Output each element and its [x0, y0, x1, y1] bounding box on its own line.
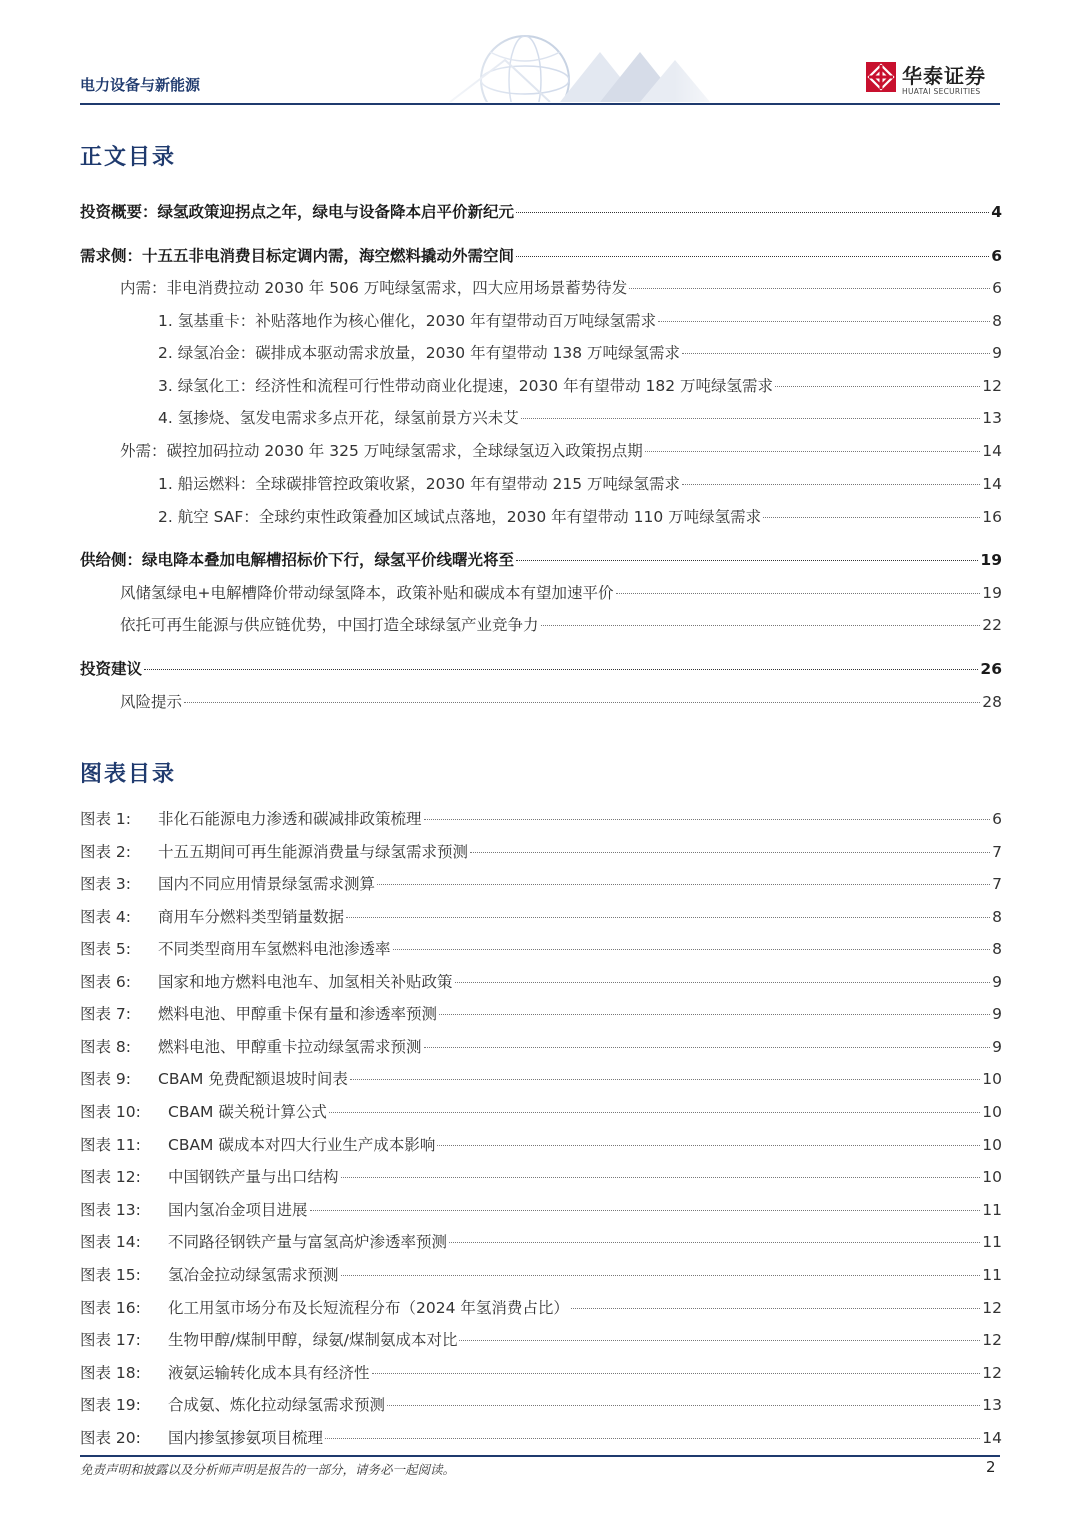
- page-number: 2: [986, 1458, 996, 1476]
- figure-label: 图表 1:: [80, 810, 132, 828]
- figure-label: 图表 12:: [80, 1168, 141, 1186]
- figure-page: 12: [982, 1299, 1002, 1317]
- figure-page: 11: [982, 1201, 1002, 1219]
- figure-label: 图表 13:: [80, 1201, 141, 1219]
- figure-entry[interactable]: [80, 1328, 1002, 1350]
- dot-leader: [616, 593, 981, 594]
- toc-entry[interactable]: [80, 200, 1002, 222]
- figure-page: 9: [992, 1038, 1002, 1056]
- dot-leader: [459, 1340, 980, 1341]
- toc-entry[interactable]: [158, 472, 1002, 494]
- toc-entry-text: 依托可再生能源与供应链优势，中国打造全球绿氢产业竞争力: [120, 616, 539, 634]
- toc-entry-page: 13: [982, 409, 1002, 427]
- dot-leader: [541, 625, 981, 626]
- figure-title: 燃料电池、甲醇重卡拉动绿氢需求预测: [158, 1038, 422, 1056]
- globe-banner-graphic: [410, 30, 740, 102]
- toc-entry-page: 12: [982, 377, 1002, 395]
- figure-label: 图表 15:: [80, 1266, 141, 1284]
- dot-leader: [658, 321, 990, 322]
- figure-label: 图表 3:: [80, 875, 132, 893]
- dot-leader: [144, 669, 978, 670]
- dot-leader: [387, 1405, 980, 1406]
- dot-leader: [775, 386, 980, 387]
- dot-leader: [516, 212, 989, 213]
- figure-title: 十五五期间可再生能源消费量与绿氢需求预测: [158, 843, 469, 861]
- figure-page: 11: [982, 1266, 1002, 1284]
- huatai-logo: [866, 60, 1006, 100]
- toc-entry-page: 28: [982, 693, 1002, 711]
- toc-entry[interactable]: [80, 244, 1002, 266]
- figure-label: 图表 8:: [80, 1038, 132, 1056]
- figure-title: 国内氢冶金项目进展: [168, 1201, 308, 1219]
- toc-entry-page: 19: [982, 584, 1002, 602]
- toc-entry-text: 2. 航空 SAF：全球约束性政策叠加区域试点落地，2030 年有望带动 110 万吨绿氢需求: [158, 508, 762, 526]
- toc-entry-text: 需求侧：十五五非电消费目标定调内需，海空燃料撬动外需空间: [80, 247, 515, 265]
- toc-entry-page: 14: [982, 442, 1002, 460]
- header-divider: [80, 103, 1000, 105]
- figure-page: 10: [982, 1070, 1002, 1088]
- figure-page: 8: [992, 940, 1002, 958]
- dot-leader: [763, 517, 980, 518]
- toc-entry-page: 16: [982, 508, 1002, 526]
- figure-entry[interactable]: [80, 1361, 1002, 1383]
- toc-entry[interactable]: [120, 439, 1002, 461]
- dot-leader: [329, 1112, 980, 1113]
- figures-title: 图表目录: [80, 762, 177, 787]
- figure-entry[interactable]: [80, 807, 1002, 829]
- dot-leader: [455, 982, 991, 983]
- dot-leader: [377, 884, 990, 885]
- figure-page: 9: [992, 973, 1002, 991]
- figure-entry[interactable]: [80, 1296, 1002, 1318]
- figure-entry[interactable]: [80, 1165, 1002, 1187]
- figure-entry[interactable]: [80, 1035, 1002, 1057]
- dot-leader: [424, 819, 991, 820]
- toc-entry-text: 供给侧：绿电降本叠加电解槽招标价下行，绿氢平价线曙光将至: [80, 551, 515, 569]
- dot-leader: [310, 1210, 981, 1211]
- toc-entry[interactable]: [158, 341, 1002, 363]
- huatai-logo-icon: [866, 62, 896, 92]
- figure-label: 图表 16:: [80, 1299, 141, 1317]
- dot-leader: [341, 1275, 981, 1276]
- dot-leader: [682, 353, 990, 354]
- dot-leader: [372, 1373, 981, 1374]
- dot-leader: [449, 1242, 980, 1243]
- toc-entry-text: 外需：碳控加码拉动 2030 年 325 万吨绿氢需求，全球绿氢迈入政策拐点期: [120, 442, 643, 460]
- toc-entry-page: 26: [980, 660, 1002, 678]
- footer-divider: [80, 1455, 1000, 1457]
- figure-label: 图表 9:: [80, 1070, 132, 1088]
- toc-entry-text: 3. 绿氢化工：经济性和流程可行性带动商业化提速，2030 年有望带动 182 万吨绿氢需求: [158, 377, 774, 395]
- figure-label: 图表 14:: [80, 1233, 141, 1251]
- toc-entry-text: 投资建议: [80, 660, 143, 678]
- dot-leader: [350, 1079, 980, 1080]
- figure-label: 图表 2:: [80, 843, 132, 861]
- figure-title: 燃料电池、甲醇重卡保有量和渗透率预测: [158, 1005, 438, 1023]
- toc-entry-text: 1. 氢基重卡：补贴落地作为核心催化，2030 年有望带动百万吨绿氢需求: [158, 312, 657, 330]
- figure-page: 13: [982, 1396, 1002, 1414]
- figure-title: 液氨运输转化成本具有经济性: [168, 1364, 370, 1382]
- figure-entry[interactable]: [80, 1426, 1002, 1448]
- figure-page: 9: [992, 1005, 1002, 1023]
- dot-leader: [629, 288, 990, 289]
- figure-entry[interactable]: [80, 1100, 1002, 1122]
- figure-entry[interactable]: [80, 1198, 1002, 1220]
- figure-page: 10: [982, 1103, 1002, 1121]
- toc-entry-page: 8: [992, 312, 1002, 330]
- figure-label: 图表 19:: [80, 1396, 141, 1414]
- toc-entry-page: 4: [991, 203, 1002, 221]
- figure-title: 非化石能源电力渗透和碳减排政策梳理: [158, 810, 422, 828]
- figure-label: 图表 18:: [80, 1364, 141, 1382]
- toc-entry-text: 4. 氢掺烧、氢发电需求多点开花，绿氢前景方兴未艾: [158, 409, 519, 427]
- dot-leader: [437, 1145, 980, 1146]
- toc-entry[interactable]: [120, 276, 1002, 298]
- figure-label: 图表 6:: [80, 973, 132, 991]
- figure-label: 图表 11:: [80, 1136, 141, 1154]
- figure-page: 11: [982, 1233, 1002, 1251]
- figure-entry[interactable]: [80, 937, 1002, 959]
- toc-entry-page: 22: [982, 616, 1002, 634]
- figure-entry[interactable]: [80, 1002, 1002, 1024]
- toc-entry[interactable]: [158, 505, 1002, 527]
- figure-title: 中国钢铁产量与出口结构: [168, 1168, 339, 1186]
- figure-title: 国内掺氢掺氨项目梳理: [168, 1429, 324, 1447]
- section-label: 电力设备与新能源: [80, 76, 201, 94]
- dot-leader: [424, 1047, 991, 1048]
- dot-leader: [645, 451, 981, 452]
- toc-title: 正文目录: [80, 145, 177, 170]
- dot-leader: [393, 949, 991, 950]
- figure-title: CBAM 免费配额退坡时间表: [158, 1070, 348, 1088]
- figure-label: 图表 10:: [80, 1103, 141, 1121]
- dot-leader: [439, 1014, 990, 1015]
- toc-entry-text: 内需：非电消费拉动 2030 年 506 万吨绿氢需求，四大应用场景蓄势待发: [120, 279, 628, 297]
- logo-chinese-name: 华泰证券: [902, 64, 986, 88]
- figure-page: 12: [982, 1331, 1002, 1349]
- toc-entry-page: 6: [992, 279, 1002, 297]
- toc-entry-text: 投资概要：绿氢政策迎拐点之年，绿电与设备降本启平价新纪元: [80, 203, 515, 221]
- page-header: [0, 0, 1080, 110]
- figure-entry[interactable]: [80, 905, 1002, 927]
- toc-entry[interactable]: [120, 581, 1002, 603]
- figure-entry[interactable]: [80, 840, 1002, 862]
- dot-leader: [341, 1177, 981, 1178]
- toc-entry-page: 14: [982, 475, 1002, 493]
- dot-leader: [682, 484, 980, 485]
- toc-entry-text: 2. 绿氢冶金：碳排成本驱动需求放量，2030 年有望带动 138 万吨绿氢需求: [158, 344, 681, 362]
- toc-entry-text: 1. 船运燃料：全球碳排管控政策收紧，2030 年有望带动 215 万吨绿氢需求: [158, 475, 681, 493]
- toc-entry[interactable]: [120, 613, 1002, 635]
- figure-entry[interactable]: [80, 1133, 1002, 1155]
- figure-title: 商用车分燃料类型销量数据: [158, 908, 345, 926]
- dot-leader: [516, 560, 978, 561]
- figure-title: 国内不同应用情景绿氢需求测算: [158, 875, 376, 893]
- dot-leader: [346, 917, 990, 918]
- toc-entry-page: 6: [991, 247, 1002, 265]
- figure-entry[interactable]: [80, 1230, 1002, 1252]
- dot-leader: [470, 852, 990, 853]
- figure-page: 6: [992, 810, 1002, 828]
- figure-entry[interactable]: [80, 1067, 1002, 1089]
- figure-entry[interactable]: [80, 872, 1002, 894]
- toc-entry[interactable]: [158, 374, 1002, 396]
- dot-leader: [184, 702, 980, 703]
- figure-label: 图表 5:: [80, 940, 132, 958]
- figure-entry[interactable]: [80, 1393, 1002, 1415]
- figure-entry[interactable]: [80, 1263, 1002, 1285]
- dot-leader: [521, 418, 981, 419]
- figure-title: 生物甲醇/煤制甲醇，绿氨/煤制氨成本对比: [168, 1331, 458, 1349]
- figure-title: CBAM 碳关税计算公式: [168, 1103, 327, 1121]
- logo-english-name: HUATAI SECURITIES: [902, 87, 981, 96]
- figure-page: 14: [982, 1429, 1002, 1447]
- figure-title: 氢冶金拉动绿氢需求预测: [168, 1266, 339, 1284]
- figure-title: 不同类型商用车氢燃料电池渗透率: [158, 940, 391, 958]
- toc-entry-page: 9: [992, 344, 1002, 362]
- figure-label: 图表 7:: [80, 1005, 132, 1023]
- toc-entry[interactable]: [158, 309, 1002, 331]
- toc-entry-text: 风储氢绿电+电解槽降价带动绿氢降本，政策补贴和碳成本有望加速平价: [120, 584, 614, 602]
- figure-page: 8: [992, 908, 1002, 926]
- dot-leader: [325, 1438, 980, 1439]
- figure-title: 合成氨、炼化拉动绿氢需求预测: [168, 1396, 386, 1414]
- figure-title: 化工用氢市场分布及长短流程分布（2024 年氢消费占比）: [168, 1299, 569, 1317]
- figure-title: 国家和地方燃料电池车、加氢相关补贴政策: [158, 973, 453, 991]
- figure-label: 图表 17:: [80, 1331, 141, 1349]
- figure-page: 7: [992, 843, 1002, 861]
- figure-page: 7: [992, 875, 1002, 893]
- toc-entry-page: 19: [980, 551, 1002, 569]
- toc-entry-text: 风险提示: [120, 693, 183, 711]
- toc-entry[interactable]: [80, 548, 1002, 570]
- figure-page: 12: [982, 1364, 1002, 1382]
- figure-title: CBAM 碳成本对四大行业生产成本影响: [168, 1136, 436, 1154]
- disclaimer-note: 免责声明和披露以及分析师声明是报告的一部分，请务必一起阅读。: [80, 1462, 456, 1477]
- dot-leader: [571, 1308, 980, 1309]
- figure-title: 不同路径钢铁产量与富氢高炉渗透率预测: [168, 1233, 448, 1251]
- figure-label: 图表 4:: [80, 908, 132, 926]
- toc-entry[interactable]: [158, 406, 1002, 428]
- figure-entry[interactable]: [80, 970, 1002, 992]
- figure-label: 图表 20:: [80, 1429, 141, 1447]
- toc-entry[interactable]: [80, 657, 1002, 679]
- figure-page: 10: [982, 1136, 1002, 1154]
- figure-page: 10: [982, 1168, 1002, 1186]
- toc-entry[interactable]: [120, 690, 1002, 712]
- dot-leader: [516, 256, 989, 257]
